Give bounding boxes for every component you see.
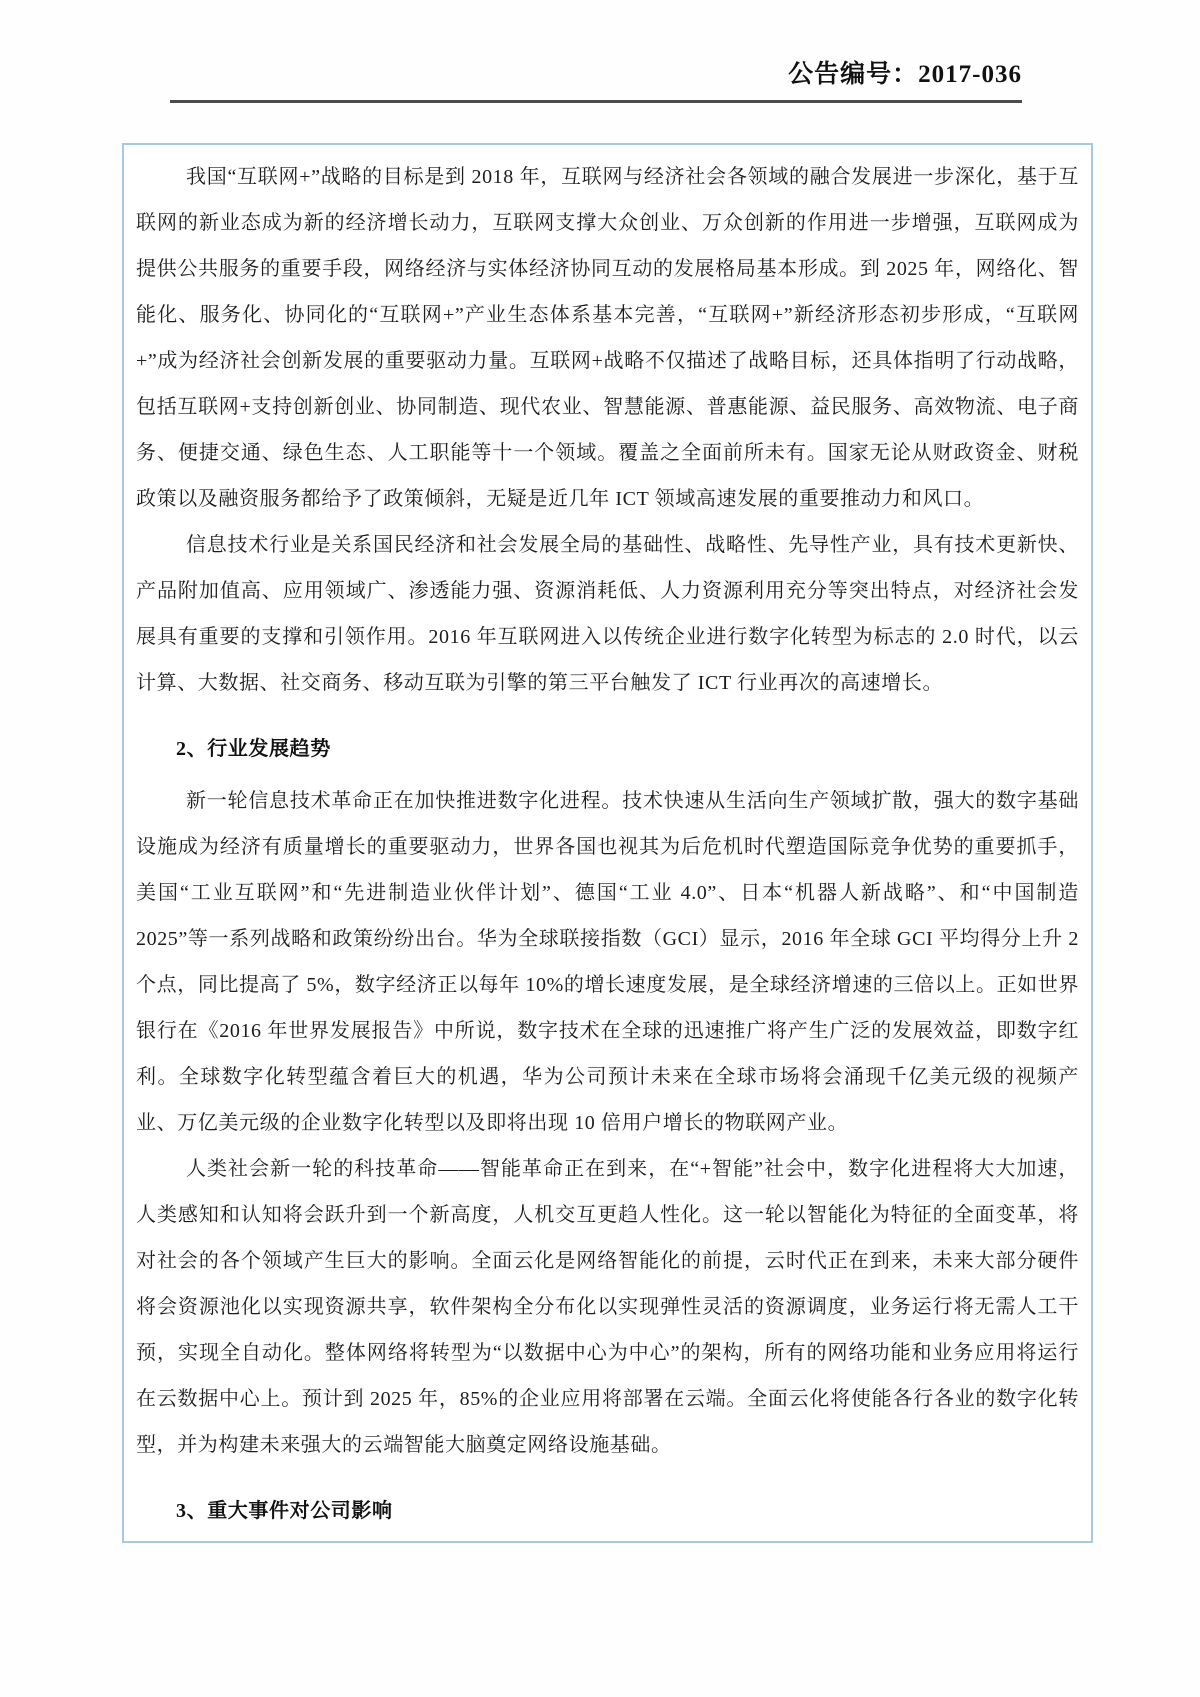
page-header — [170, 58, 1022, 103]
section-heading: 2、行业发展趋势 — [176, 738, 331, 760]
section-heading: 3、重大事件对公司影响 — [176, 1500, 393, 1522]
body-paragraph: 我国“互联网+”战略的目标是到 2018 年，互联网与经济社会各领域的融合发展进一步深化，基于互联网的新业态成为新的经济增长动力，互联网支撑大众创业、万众创新的作用进一步增强，互联网成为提供公共服务的重要手段，网络经济与实体经济协同互动的发展格局基本形成。到 2025 年，网络化、智能化、服务化、协同化的“互联网+”产业生态体系基本完善，“互联网+”新经济形态初步形成，“互联网+”成为经济社会创新发展的重要驱动力量。互联网+战略不仅描述了战略目标，还具体指明了行动战略，包括互联网+支持创新创业、协同制造、现代农业、智慧能源、普惠能源、益民服务、高效物流、电子商务、便捷交通、绿色生态、人工职能等十一个领域。覆盖之全面前所未有。国家无论从财政资金、财税政策以及融资服务都给予了政策倾斜，无疑是近几年 ICT 领域高速发展的重要推动力和风口。 — [136, 166, 1079, 510]
body-paragraph: 人类社会新一轮的科技革命——智能革命正在到来，在“+智能”社会中，数字化进程将大大加速，人类感知和认知将会跃升到一个新高度，人机交互更趋人性化。这一轮以智能化为特征的全面变革，将对社会的各个领域产生巨大的影响。全面云化是网络智能化的前提，云时代正在到来，未来大部分硬件将会资源池化以实现资源共享，软件架构全分布化以实现弹性灵活的资源调度，业务运行将无需人工干预，实现全自动化。整体网络将转型为“以数据中心为中心”的架构，所有的网络功能和业务应用将运行在云数据中心上。预计到 2025 年，85%的企业应用将部署在云端。全面云化将使能各行各业的数字化转型，并为构建未来强大的云端智能大脑奠定网络设施基础。 — [136, 1158, 1079, 1456]
body-paragraph: 新一轮信息技术革命正在加快推进数字化进程。技术快速从生活向生产领域扩散，强大的数字基础设施成为经济有质量增长的重要驱动力，世界各国也视其为后危机时代塑造国际竞争优势的重要抓手，美国“工业互联网”和“先进制造业伙伴计划”、德国“工业 4.0”、日本“机器人新战略”、和“中国制造 2025”等一系列战略和政策纷纷出台。华为全球联接指数（GCI）显示，2016 年全球 GCI 平均得分上升 2 个点，同比提高了 5%，数字经济正以每年 10%的增长速度发展，是全球经济增速的三倍以上。正如世界银行在《2016 年世界发展报告》中所说，数字技术在全球的迅速推广将产生广泛的发展效益，即数字红利。全球数字化转型蕴含着巨大的机遇，华为公司预计未来在全球市场将会涌现千亿美元级的视频产业、万亿美元级的企业数字化转型以及即将出现 10 倍用户增长的物联网产业。 — [136, 790, 1079, 1134]
announcement-body — [122, 143, 1093, 1543]
body-paragraph: 信息技术行业是关系国民经济和社会发展全局的基础性、战略性、先导性产业，具有技术更新快、产品附加值高、应用领域广、渗透能力强、资源消耗低、人力资源利用充分等突出特点，对经济社会发展具有重要的支撑和引领作用。2016 年互联网进入以传统企业进行数字化转型为标志的 2.0 时代，以云计算、大数据、社交商务、移动互联为引擎的第三平台触发了 ICT 行业再次的高速增长。 — [136, 534, 1079, 694]
header-divider — [170, 100, 1022, 103]
announcement-number: 公告编号：2017-036 — [788, 61, 1022, 88]
